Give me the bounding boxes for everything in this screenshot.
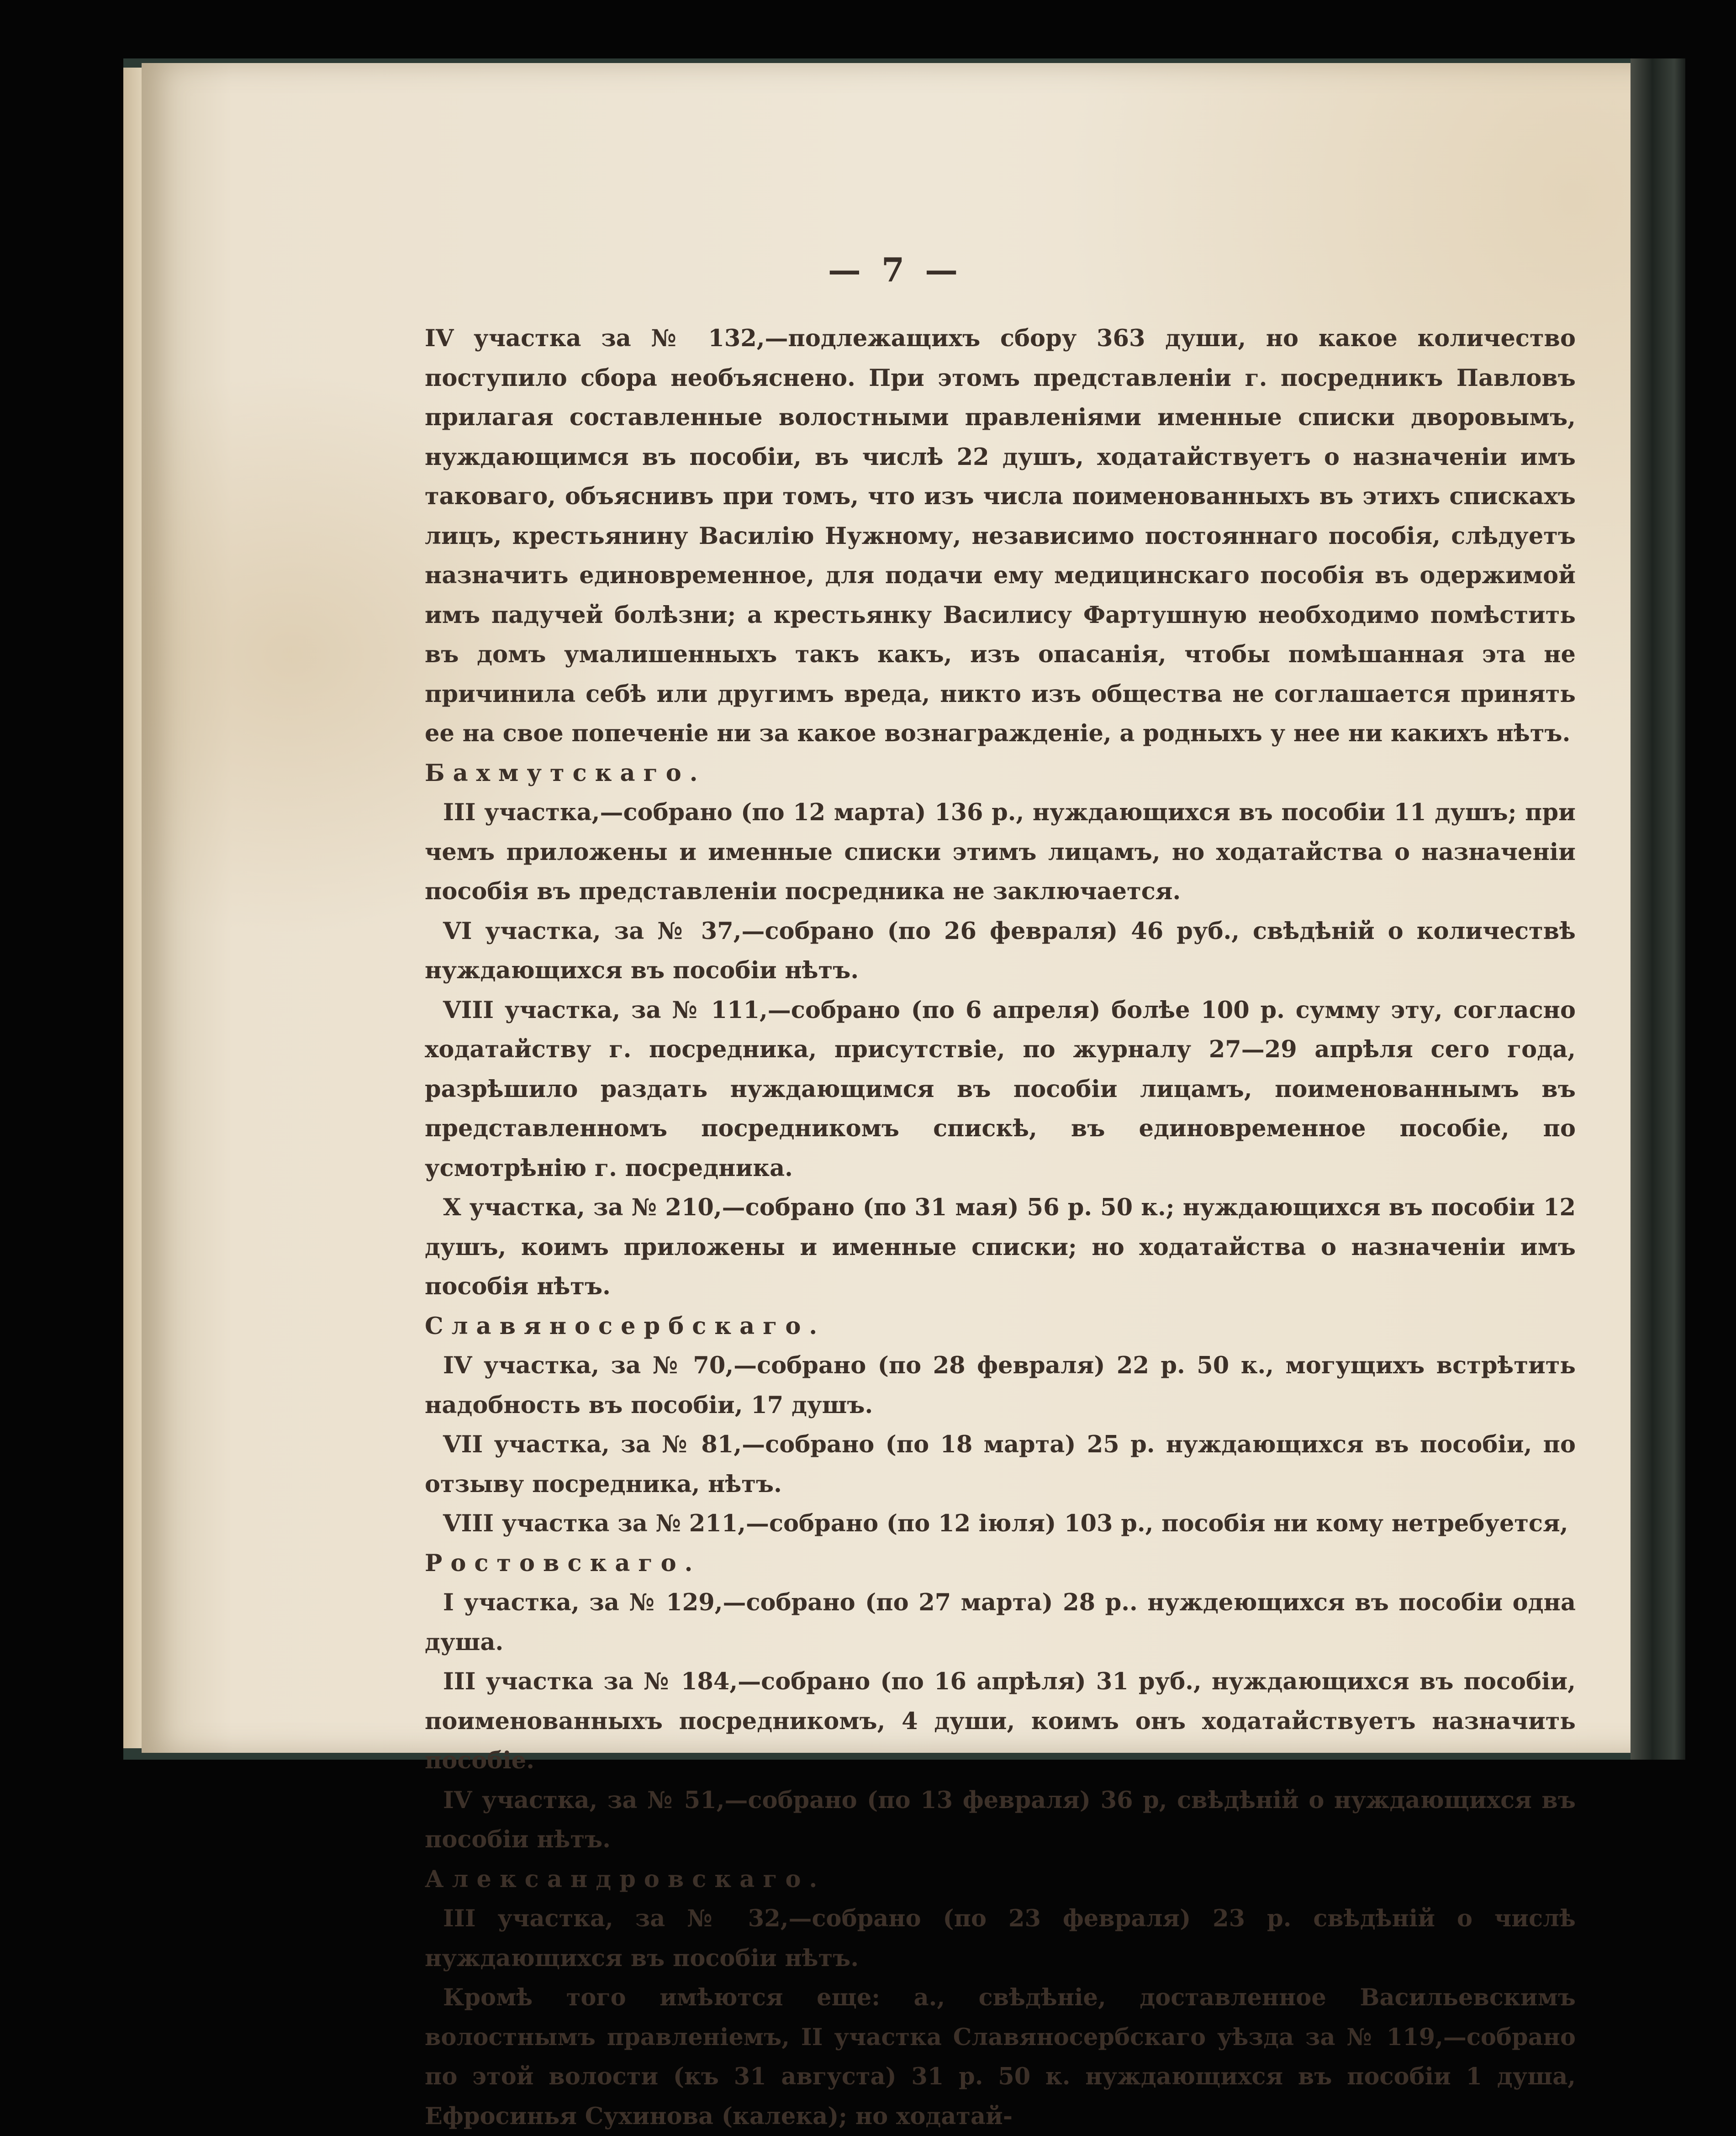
paragraph: III участка,—собрано (по 12 марта) 136 р., нуждающихся въ пособіи 11 душъ; при чемъ приложены и именные списки этимъ лицамъ, но ходатайства о назначеніи пособія въ представленіи посредника не заключается. (425, 799, 1576, 905)
body-text (425, 319, 1576, 2136)
section-heading: Александровскаго. (425, 1865, 826, 1893)
document-page (142, 63, 1649, 2130)
paragraph: X участка, за № 210,—собрано (по 31 мая) 56 р. 50 к.; нуждающихся въ пособіи 12 душъ, коимъ приложены и именные списки; но ходатайства о назначеніи имъ пособія нѣтъ. (425, 1194, 1576, 1300)
paragraph: IV участка, за № 70,—собрано (по 28 февраля) 22 р. 50 к., могущихъ встрѣтить надобность въ пособіи, 17 душъ. (425, 1352, 1576, 1419)
paragraph: VII участка, за № 81,—собрано (по 18 марта) 25 р. нуждающихся въ пособіи, по отзыву посредника, нѣтъ. (425, 1431, 1576, 1498)
paragraph: IV участка за № 132,—подлежащихъ сбору 363 души, но какое количество поступило сбора необъяснено. При этомъ представленіи г. посредникъ Павловъ прилагая составленные волостными правленіями именные списки дворовымъ, нуждающимся въ пособіи, въ числѣ 22 душъ, ходатайствуетъ о назначеніи имъ таковаго, объяснивъ при томъ, что изъ числа поименованныхъ въ этихъ спискахъ лицъ, крестьянину Василію Нужному, независимо постояннаго пособія, слѣдуетъ назначить единовременное, для подачи ему медицинскаго пособія въ одержимой имъ падучей болѣзни; а крестьянку Василису Фартушную необходимо помѣстить въ домъ умалишенныхъ такъ какъ, изъ опасанія, чтобы помѣшанная эта не причинила себѣ или другимъ вреда, никто изъ общества не соглашается принять ее на свое попеченіе ни за какое вознагражденіе, а родныхъ у нее ни какихъ нѣтъ. (425, 325, 1576, 747)
paragraph: Кромѣ того имѣются еще: а., свѣдѣніе, доставленное Васильевскимъ волостнымъ правленіемъ, II участка Славяносербскаго уѣзда за № 119,—собрано по этой волости (къ 31 августа) 31 р. 50 к. нуждающихся въ пособіи 1 душа, Ефросинья Сухинова (калека); но ходатай- (425, 1984, 1576, 2130)
book-scan (123, 58, 1685, 2130)
paragraph: I участка, за № 129,—собрано (по 27 марта) 28 р.. нуждеющихся въ пособіи одна душа. (425, 1589, 1576, 1656)
section-heading: Ростовскаго. (425, 1549, 701, 1577)
paragraph: VIII участка, за № 111,—собрано (по 6 апреля) болѣе 100 р. сумму эту, согласно ходатайству г. посредника, присутствіе, по журналу 27—29 апрѣля сего года, разрѣшило раздать нуждающимся въ пособіи лицамъ, поименованнымъ въ представленномъ посредникомъ спискѣ, въ единовременное пособіе, по усмотрѣнію г. посредника. (425, 996, 1576, 1182)
page-number: — 7 — (828, 250, 963, 289)
section-heading: Славяносербскаго. (425, 1312, 826, 1340)
paragraph: III участка, за № 32,—собрано (по 23 февраля) 23 р. свѣдѣній о числѣ нуждающихся въ пособіи нѣтъ. (425, 1905, 1576, 1972)
paragraph: III участка за № 184,—собрано (по 16 апрѣля) 31 руб., нуждающихся въ пособіи, поименованныхъ посредникомъ, 4 души, коимъ онъ ходатайствуетъ назначить пособіе. (425, 1668, 1576, 1774)
section-heading: Бахмутскаго. (425, 759, 706, 787)
paragraph: VI участка, за № 37,—собрано (по 26 февраля) 46 руб., свѣдѣній о количествѣ нуждающихся въ пособіи нѣтъ. (425, 917, 1576, 984)
paragraph: IV участка, за № 51,—собрано (по 13 февраля) 36 р, свѣдѣній о нуждающихся въ пособіи нѣтъ. (425, 1786, 1576, 1853)
paragraph: VIII участка за № 211,—собрано (по 12 іюля) 103 р., пособія ни кому нетребуется, (443, 1510, 1568, 1537)
book-cover-edge (1630, 58, 1685, 1760)
